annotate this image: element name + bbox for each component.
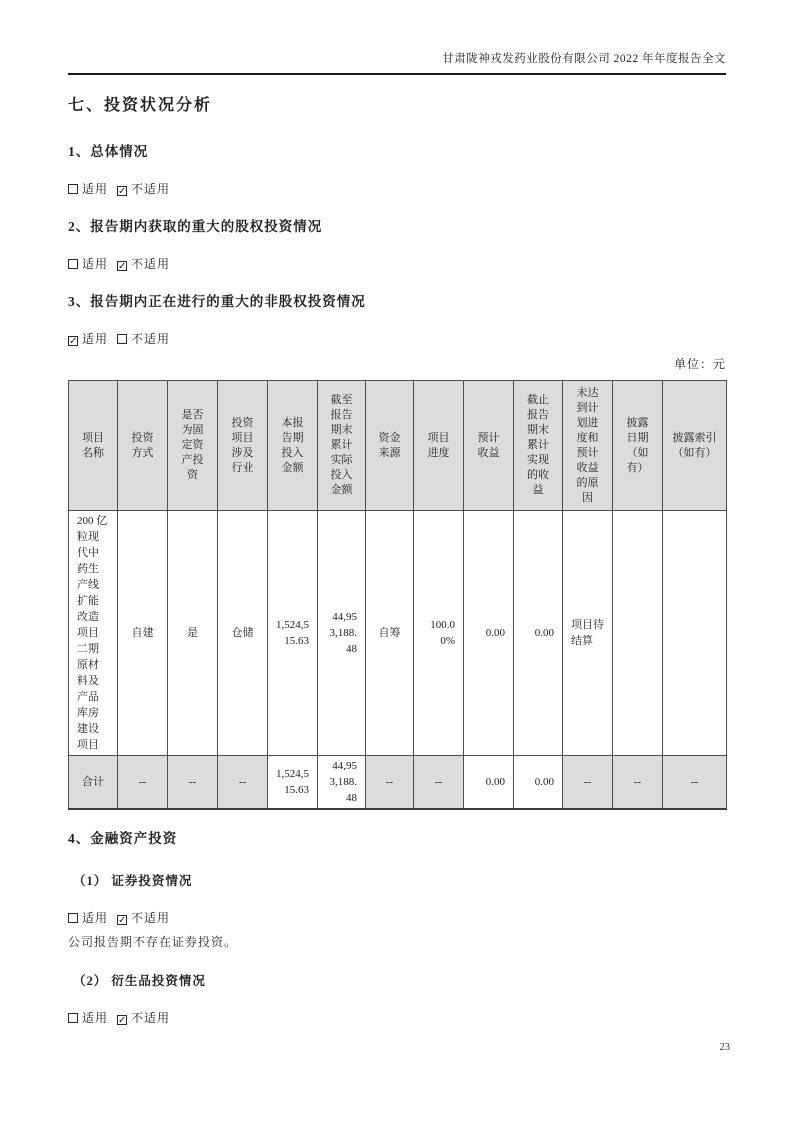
checkbox-checked-icon: ✓ bbox=[118, 261, 128, 272]
not-applicable-label: 不适用 bbox=[131, 1011, 171, 1025]
checkbox-unchecked-icon bbox=[117, 334, 127, 344]
total-cell-period-amount: 1,524,515.63 bbox=[268, 756, 318, 810]
header-cell: 项目进度 bbox=[414, 381, 464, 511]
header-cell: 截至报告期末累计实际投入金额 bbox=[318, 381, 366, 511]
securities-note: 公司报告期不存在证券投资。 bbox=[68, 935, 238, 949]
applicable-label: 适用 bbox=[82, 182, 109, 196]
applicable-label: 适用 bbox=[82, 257, 109, 271]
data-cell-progress: 100.00% bbox=[414, 511, 464, 756]
non-equity-investment-table bbox=[68, 380, 727, 810]
not-applicable-label: 不适用 bbox=[131, 911, 171, 925]
table-header-row bbox=[69, 381, 727, 511]
running-header: 甘肃陇神戎发药业股份有限公司 2022 年年度报告全文 bbox=[442, 53, 726, 65]
header-cell: 资金来源 bbox=[366, 381, 414, 511]
subsection-heading-4: 4、金融资产投资 bbox=[68, 831, 178, 846]
data-cell-disclosure-date bbox=[613, 511, 663, 756]
data-cell-period-amount: 1,524,515.63 bbox=[268, 511, 318, 756]
applicability-row-3 bbox=[68, 332, 726, 346]
total-cell-realized-return: 0.00 bbox=[514, 756, 563, 810]
page-number: 23 bbox=[719, 1042, 730, 1053]
total-cell-cumulative-amount: 44,953,188.48 bbox=[318, 756, 366, 810]
header-cell: 投资项目涉及行业 bbox=[218, 381, 268, 511]
header-cell: 披露日期（如有） bbox=[613, 381, 663, 511]
data-cell-realized-return: 0.00 bbox=[514, 511, 563, 756]
data-cell-fixed-asset: 是 bbox=[168, 511, 218, 756]
applicable-label: 适用 bbox=[82, 332, 109, 346]
not-applicable-label: 不适用 bbox=[131, 257, 171, 271]
total-cell: -- bbox=[218, 756, 268, 810]
header-cell: 预计收益 bbox=[464, 381, 514, 511]
applicable-label: 适用 bbox=[82, 911, 109, 925]
applicability-row-4-2 bbox=[68, 1011, 726, 1025]
total-cell: -- bbox=[663, 756, 727, 810]
subsection-heading-2: 2、报告期内获取的重大的股权投资情况 bbox=[68, 219, 323, 234]
checkbox-checked-icon: ✓ bbox=[118, 186, 128, 197]
header-cell: 投资方式 bbox=[118, 381, 168, 511]
checkbox-checked-icon: ✓ bbox=[118, 1015, 128, 1026]
header-cell: 截止报告期末累计实现的收益 bbox=[514, 381, 563, 511]
checkbox-checked-icon: ✓ bbox=[69, 336, 79, 347]
not-applicable-label: 不适用 bbox=[131, 182, 171, 196]
total-cell: -- bbox=[613, 756, 663, 810]
total-cell-expected-return: 0.00 bbox=[464, 756, 514, 810]
checkbox-checked-icon: ✓ bbox=[118, 915, 128, 926]
subsubsection-heading-4-1: （1） 证券投资情况 bbox=[73, 874, 193, 888]
checkbox-unchecked-icon bbox=[68, 259, 78, 269]
total-cell-label: 合计 bbox=[69, 756, 118, 810]
total-cell: -- bbox=[414, 756, 464, 810]
total-cell: -- bbox=[118, 756, 168, 810]
checkbox-unchecked-icon bbox=[68, 1013, 78, 1023]
data-cell-disclosure-index bbox=[663, 511, 727, 756]
header-cell: 项目名称 bbox=[69, 381, 118, 511]
subsection-heading-1: 1、总体情况 bbox=[68, 144, 149, 159]
header-cell: 是否为固定资产投资 bbox=[168, 381, 218, 511]
applicability-row-1 bbox=[68, 182, 726, 196]
applicability-row-2 bbox=[68, 257, 726, 271]
section-heading-7: 七、投资状况分析 bbox=[68, 97, 213, 114]
total-cell: -- bbox=[168, 756, 218, 810]
data-cell-expected-return: 0.00 bbox=[464, 511, 514, 756]
data-cell-cumulative-amount: 44,953,188.48 bbox=[318, 511, 366, 756]
table-total-row bbox=[69, 756, 727, 810]
unit-label: 单位：元 bbox=[673, 357, 726, 371]
total-cell: -- bbox=[563, 756, 613, 810]
subsubsection-heading-4-2: （2） 衍生品投资情况 bbox=[73, 974, 206, 988]
data-cell-industry: 仓储 bbox=[218, 511, 268, 756]
data-cell-fund-source: 自筹 bbox=[366, 511, 414, 756]
not-applicable-label: 不适用 bbox=[131, 332, 171, 346]
checkbox-unchecked-icon bbox=[68, 913, 78, 923]
data-cell-invest-method: 自建 bbox=[118, 511, 168, 756]
data-cell-project-name: 200 亿粒现代中药生产线扩能改造项目二期原材料及产品库房建设项目 bbox=[69, 511, 118, 756]
header-cell: 未达到计划进度和预计收益的原因 bbox=[563, 381, 613, 511]
table-data-row bbox=[69, 511, 727, 756]
data-cell-reason: 项目待结算 bbox=[563, 511, 613, 756]
total-cell: -- bbox=[366, 756, 414, 810]
subsection-heading-3: 3、报告期内正在进行的重大的非股权投资情况 bbox=[68, 294, 366, 309]
header-cell: 披露索引（如有） bbox=[663, 381, 727, 511]
applicable-label: 适用 bbox=[82, 1011, 109, 1025]
header-divider bbox=[68, 73, 726, 75]
header-cell: 本报告期投入金额 bbox=[268, 381, 318, 511]
applicability-row-4-1 bbox=[68, 911, 726, 925]
checkbox-unchecked-icon bbox=[68, 184, 78, 194]
